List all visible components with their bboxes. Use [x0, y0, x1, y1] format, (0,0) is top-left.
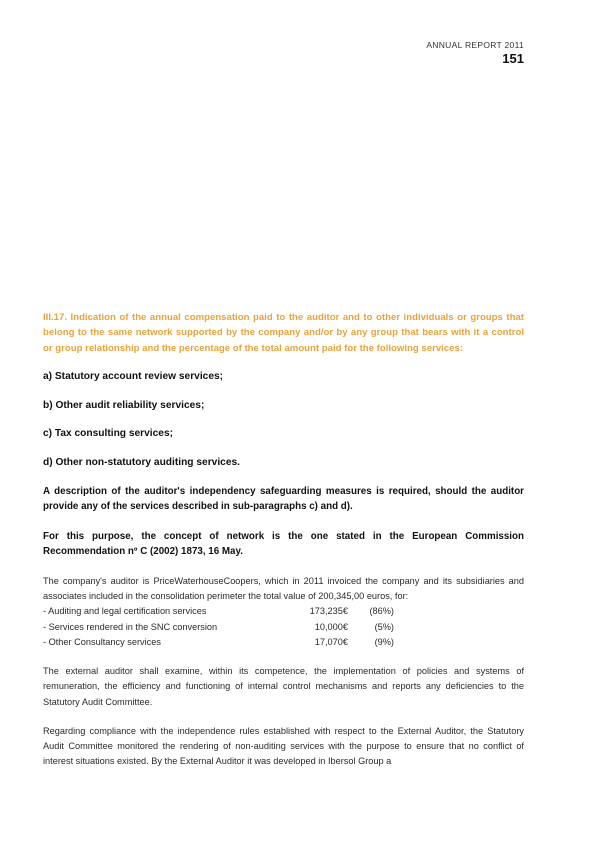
external-auditor-paragraph: The external auditor shall examine, within its competence, the implementation of policies and systems of remuneration, the efficiency and functioning of internal control mechanisms and reports any deficiencies to the Statutory Audit Committee.	[43, 666, 524, 707]
service-name: - Other Consultancy services	[43, 636, 161, 647]
service-amount: 17,070€	[314, 636, 348, 647]
service-name: - Auditing and legal certification services	[43, 606, 207, 617]
service-percent: (86%)	[369, 606, 394, 617]
description-requirement: A description of the auditor's independency safeguarding measures is required, should the auditor provide any of the services described in sub-paragraphs c) and d).	[43, 485, 524, 513]
service-amount: 10,000€	[314, 621, 348, 632]
services-list	[43, 604, 524, 650]
network-concept: For this purpose, the concept of network is the one stated in the European Commission Recommendation nº C (2002) 1873, 16 May.	[43, 530, 524, 558]
report-title: ANNUAL REPORT 2011	[426, 40, 524, 50]
main-content	[43, 310, 524, 769]
service-row	[43, 604, 524, 619]
section-heading: III.17. Indication of the annual compensation paid to the auditor and to other individuals or groups that belong to the same network supported by the company and/or by any group that bears with it a control or group relationship and the percentage of the total amount paid for the following services:	[43, 312, 524, 354]
list-item-a: a) Statutory account review services;	[43, 371, 224, 383]
service-name: - Services rendered in the SNC conversion	[43, 621, 218, 632]
service-row	[43, 620, 524, 635]
page-number: 151	[502, 51, 524, 66]
compliance-paragraph: Regarding compliance with the independence rules established with respect to the External Auditor, the Statutory Audit Committee monitored the rendering of non-auditing services with the purpose to ensure that no conflict of interest situations existed. By the External Auditor it was developed in Ibersol Group a	[43, 725, 524, 767]
list-item-c: c) Tax consulting services;	[43, 428, 174, 440]
auditor-intro: The company's auditor is PriceWaterhouseCoopers, which in 2011 invoiced the company and its subsidiaries and associates included in the consolidation perimeter the total value of 200,345,00 euros, for:	[43, 575, 524, 602]
page-header	[426, 40, 524, 66]
list-item-b: b) Other audit reliability services;	[43, 399, 205, 411]
service-amount: 173,235€	[309, 606, 348, 617]
service-percent: (9%)	[374, 636, 394, 647]
service-row	[43, 635, 524, 650]
list-item-d: d) Other non-statutory auditing services.	[43, 456, 240, 468]
service-percent: (5%)	[374, 621, 394, 632]
